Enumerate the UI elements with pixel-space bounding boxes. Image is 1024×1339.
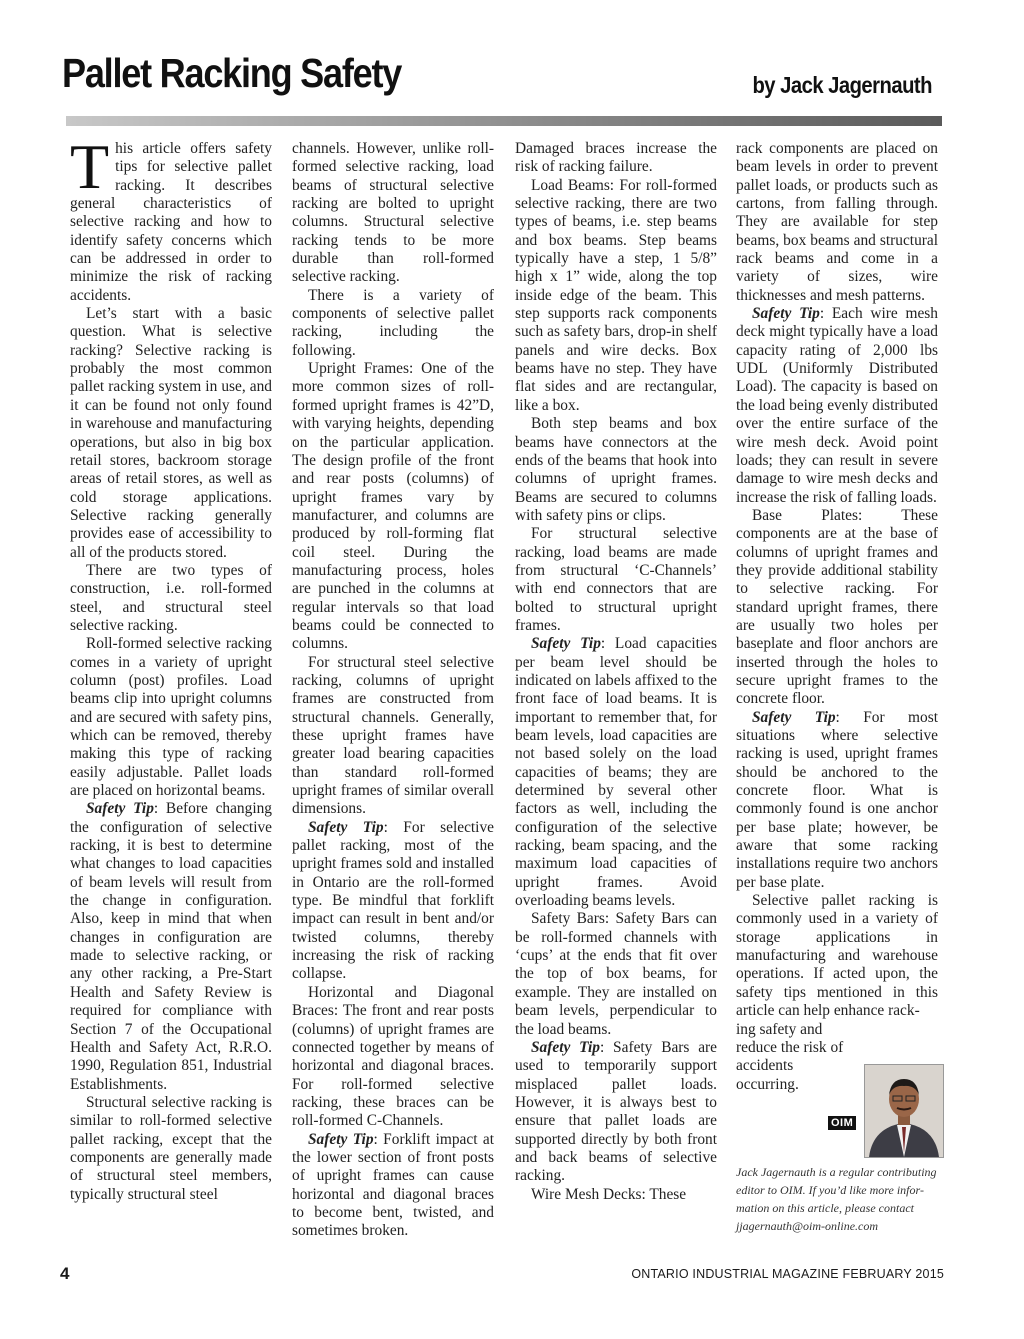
safety-tip-paragraph: Safety Tip: Safety Bars are used to temporarily support misplaced pallet loads. However, it is always best to ensure that pallet loads are supported directly by both front and back beams of selective racking. [515, 1038, 718, 1185]
author-note-line: mation on this article, please contact [736, 1201, 914, 1215]
closing-paragraph: ing safety and reduce the risk of accidents occurring. [736, 1020, 844, 1093]
safety-tip-label: Safety Tip [752, 708, 836, 726]
safety-tip-label: Safety Tip [531, 1038, 600, 1056]
paragraph: This article offers safety tips for selective pallet racking. It describes general characteristics of selective racking and how to identify safety concerns which can be addressed in order to minimize the risk of racking accidents. [70, 131, 272, 304]
paragraph: Selective pallet racking is commonly used in a variety of storage applications in manufacturing and warehouse operations. If acted upon, the safety tips mentioned in this article can help enhance rack- [736, 892, 938, 1020]
publication-footer: ONTARIO INDUSTRIAL MAGAZINE FEBRUARY 2015 [631, 1267, 944, 1281]
article-column-3 [515, 140, 717, 1204]
safety-tip-label: Safety Tip [308, 1130, 374, 1148]
paragraph: Roll-formed selective racking comes in a variety of upright column (post) profiles. Load beams clip into upright columns and are secured with safety pins, which can be removed, thereby making this type of racking easily adjustable. Pallet loads are placed on horizontal beams. [70, 635, 272, 800]
paragraph: Structural selective racking is similar to roll-formed selective pallet racking, except that the components are generally made of structural steel members, typically structural steel [70, 1093, 272, 1203]
paragraph: Damaged braces increase the risk of racking failure. [515, 140, 717, 176]
page-number: 4 [60, 1264, 70, 1283]
safety-tip-label: Safety Tip [86, 800, 154, 818]
paragraph: channels. However, unlike roll-formed selective racking, load beams of structural selective racking are bolted to upright columns. Structural selective racking tends to be more durable than roll-formed selective racking. [292, 140, 494, 286]
safety-tip-paragraph: Safety Tip: For selective pallet racking, most of the upright frames sold and installed in Ontario are the roll-formed type. Be mindful that forklift impact can result in bent and/or twisted columns, thereby increasing the risk of racking collapse. [292, 818, 494, 983]
paragraph: Upright Frames: One of the more common sizes of roll-formed upright frames is 42”D, with varying heights, depending on the particular application. The design profile of the front and rear posts (columns) of upright frames vary by manufacturer, and columns are produced by roll-forming flat coil steel. During the manufacturing process, holes are punched in the columns at regular intervals so that load beams could be connected to columns. [292, 360, 494, 653]
author-note-line: Jack Jagernauth is a regular contributing [736, 1165, 937, 1179]
paragraph: Let’s start with a basic question. What is selective racking? Selective racking is probably the most common pallet racking system in use, and it can be found not only found in warehouse and manufacturing operations, but also in big box retail stores, backroom storage areas of retail stores, as well as cold storage applications. Selective racking generally provides ease of accessibility to all of the products stored. [70, 305, 272, 561]
paragraph: Both step beams and box beams have connectors at the ends of the beams that hook into columns of upright frames. Beams are secured to columns with safety pins or clips. [515, 415, 717, 524]
author-photo [864, 1064, 944, 1158]
paragraph: There is a variety of components of selective pallet racking, including the following. [292, 286, 494, 359]
safety-tip-label: Safety Tip [531, 635, 601, 653]
paragraph: Load Beams: For roll-formed selective racking, there are two types of beams, i.e. step beams and box beams. Step beams typically have a step, 1 5/8” high x 1” wide, along the top inside edge of the beam. This step supports rack components such as safety bars, drop-in shelf panels and wire decks. Box beams have no step. They have flat sides and are rectangular, like a box. [515, 176, 717, 414]
oim-logo: OIM [828, 1116, 856, 1130]
safety-tip-paragraph: Safety Tip: Forklift impact at the lower section of front posts of upright frames can cause horizontal and diagonal braces to become bent, twisted, and sometimes broken. [292, 1130, 494, 1240]
paragraph: For structural selective racking, load beams are made from structural ‘C-Channels’ with end connectors that are bolted to structural upright frames. [515, 525, 717, 634]
paragraph: rack components are placed on beam levels in order to prevent pallet loads, or products such as cartons, from falling through. They are available for step beams, box beams and structural rack beams and come in a variety of sizes, wire thicknesses and mesh patterns. [736, 140, 938, 304]
safety-tip-label: Safety Tip [752, 305, 820, 323]
article-title: Pallet Racking Safety [62, 50, 402, 96]
paragraph: Safety Bars: Safety Bars can be roll-formed channels with ‘cups’ at the ends that fit over the top of box beams, for example. They are installed on beam levels, perpendicular to the load beams. [515, 910, 717, 1038]
safety-tip-label: Safety Tip [308, 818, 384, 836]
title-rule [66, 116, 942, 126]
paragraph: For structural steel selective racking, columns of upright frames are constructed from structural channels. Generally, these upright frames have greater load bearing capacities than standard roll-formed upright frames of similar overall dimensions. [292, 653, 494, 818]
paragraph: There are two types of construction, i.e. roll-formed steel, and structural steel selective racking. [70, 561, 272, 634]
author-email: jjagernauth@oim-online.com [736, 1219, 879, 1233]
safety-tip-paragraph: Safety Tip: Before changing the configuration of selective racking, it is best to determine what changes to load capacities of beam levels will result from the change in configuration. Also, keep in mind that when changes in configuration are made to selective racking, or any other racking, a Pre-Start Health and Safety Review is required for compliance with Section 7 of the Occupational Health and Safety Act, R.R.O. 1990, Regulation 851, Industrial Establishments. [70, 800, 272, 1093]
paragraph: Horizontal and Diagonal Braces: The front and rear posts (columns) of upright frames are connected together by means of horizontal and diagonal braces. For roll-formed selective racking, these braces can be roll-formed C-Channels. [292, 983, 494, 1130]
paragraph: Wire Mesh Decks: These [531, 1185, 687, 1203]
author-byline: by Jack Jagernauth [752, 72, 932, 98]
article-column-4 [736, 140, 938, 1094]
article-column-1 [70, 131, 272, 1204]
author-portrait-icon [865, 1065, 943, 1157]
safety-tip-paragraph: Safety Tip: Each wire mesh deck might typically have a load capacity rating of 2,000 lbs UDL (Uniformly Distributed Load). The capacity is based on the load being evenly distributed over the entire surface of the wire mesh deck. Avoid point loads; they can result in severe damage to wire mesh decks and increase the risk of falling loads. [736, 305, 938, 506]
drop-cap: T [70, 131, 110, 202]
article-column-2 [292, 140, 494, 1241]
author-note [736, 1163, 946, 1235]
safety-tip-paragraph: Safety Tip: Load capacities per beam level should be indicated on labels affixed to the front face of load beams. It is important to remember that, for beam levels, load capacities are not based solely on the load capacities of beams; they are determined by several other factors as well, including the configuration of the selective racking, beam spacing, and the maximum load capacities of upright frames. Avoid overloading beams levels. [515, 635, 717, 910]
author-note-line: editor to OIM. If you’d like more infor- [736, 1183, 924, 1197]
safety-tip-paragraph: Safety Tip: For most situations where selective racking is used, upright frames should be anchored to the concrete floor. What is commonly found is one anchor per base plate; however, be aware that some racking installations require two anchors per base plate. [736, 708, 938, 891]
paragraph: Base Plates: These components are at the base of columns of upright frames and they provide additional stability to selective racking. For standard upright frames, there are usually two holes per baseplate and floor anchors are inserted through the holes to secure upright frames to the concrete floor. [736, 506, 938, 708]
